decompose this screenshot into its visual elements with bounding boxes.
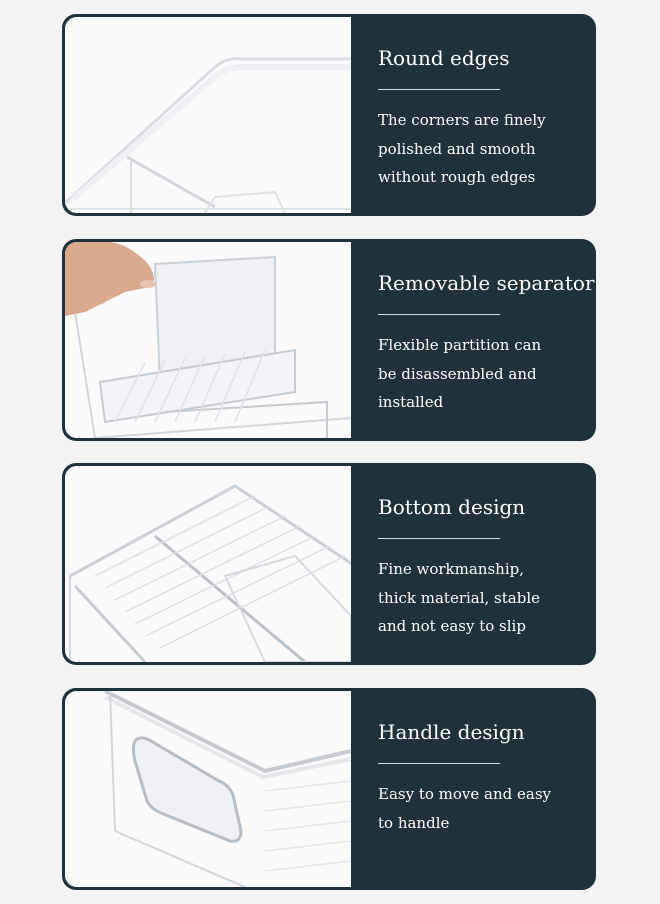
feature-card-removable-separator bbox=[62, 239, 596, 441]
description-line: thick material, stable bbox=[378, 588, 541, 607]
feature-text bbox=[378, 14, 586, 216]
handle-cutout-icon bbox=[65, 691, 351, 887]
feature-title: Bottom design bbox=[378, 495, 526, 519]
description-line: Fine workmanship, bbox=[378, 560, 524, 578]
description-line: Flexible partition can bbox=[378, 336, 542, 354]
description-line: be disassembled and bbox=[378, 364, 537, 383]
feature-card-bottom-design bbox=[62, 463, 596, 665]
feature-title: Removable separator bbox=[378, 271, 595, 295]
bottom-design-photo bbox=[65, 466, 351, 662]
description-line: and not easy to slip bbox=[378, 617, 526, 635]
title-divider bbox=[378, 538, 500, 539]
description-line: Easy to move and easy bbox=[378, 785, 551, 803]
title-divider bbox=[378, 763, 500, 764]
feature-description bbox=[378, 555, 540, 641]
feature-title: Handle design bbox=[378, 720, 525, 744]
title-divider bbox=[378, 314, 500, 315]
description-line: without rough edges bbox=[378, 168, 536, 186]
feature-title: Round edges bbox=[378, 46, 510, 70]
description-line: polished and smooth bbox=[378, 139, 536, 158]
feature-text bbox=[378, 688, 586, 890]
feature-description bbox=[378, 106, 546, 192]
feature-card-handle-design bbox=[62, 688, 596, 890]
feature-text bbox=[378, 239, 595, 441]
feature-card-round-edges bbox=[62, 14, 596, 216]
description-line: The corners are finely bbox=[378, 111, 546, 129]
feature-text bbox=[378, 463, 586, 665]
round-edges-photo bbox=[65, 17, 351, 213]
feature-description bbox=[378, 331, 541, 417]
handle-design-photo bbox=[65, 691, 351, 887]
removable-separator-photo bbox=[65, 242, 351, 438]
rounded-corner-closeup-icon bbox=[65, 17, 351, 213]
title-divider bbox=[378, 89, 500, 90]
description-line: installed bbox=[378, 393, 444, 411]
description-line: to handle bbox=[378, 813, 450, 832]
separator-hand-icon bbox=[65, 242, 351, 438]
feature-description bbox=[378, 780, 551, 837]
ribbed-bottom-icon bbox=[65, 466, 351, 662]
